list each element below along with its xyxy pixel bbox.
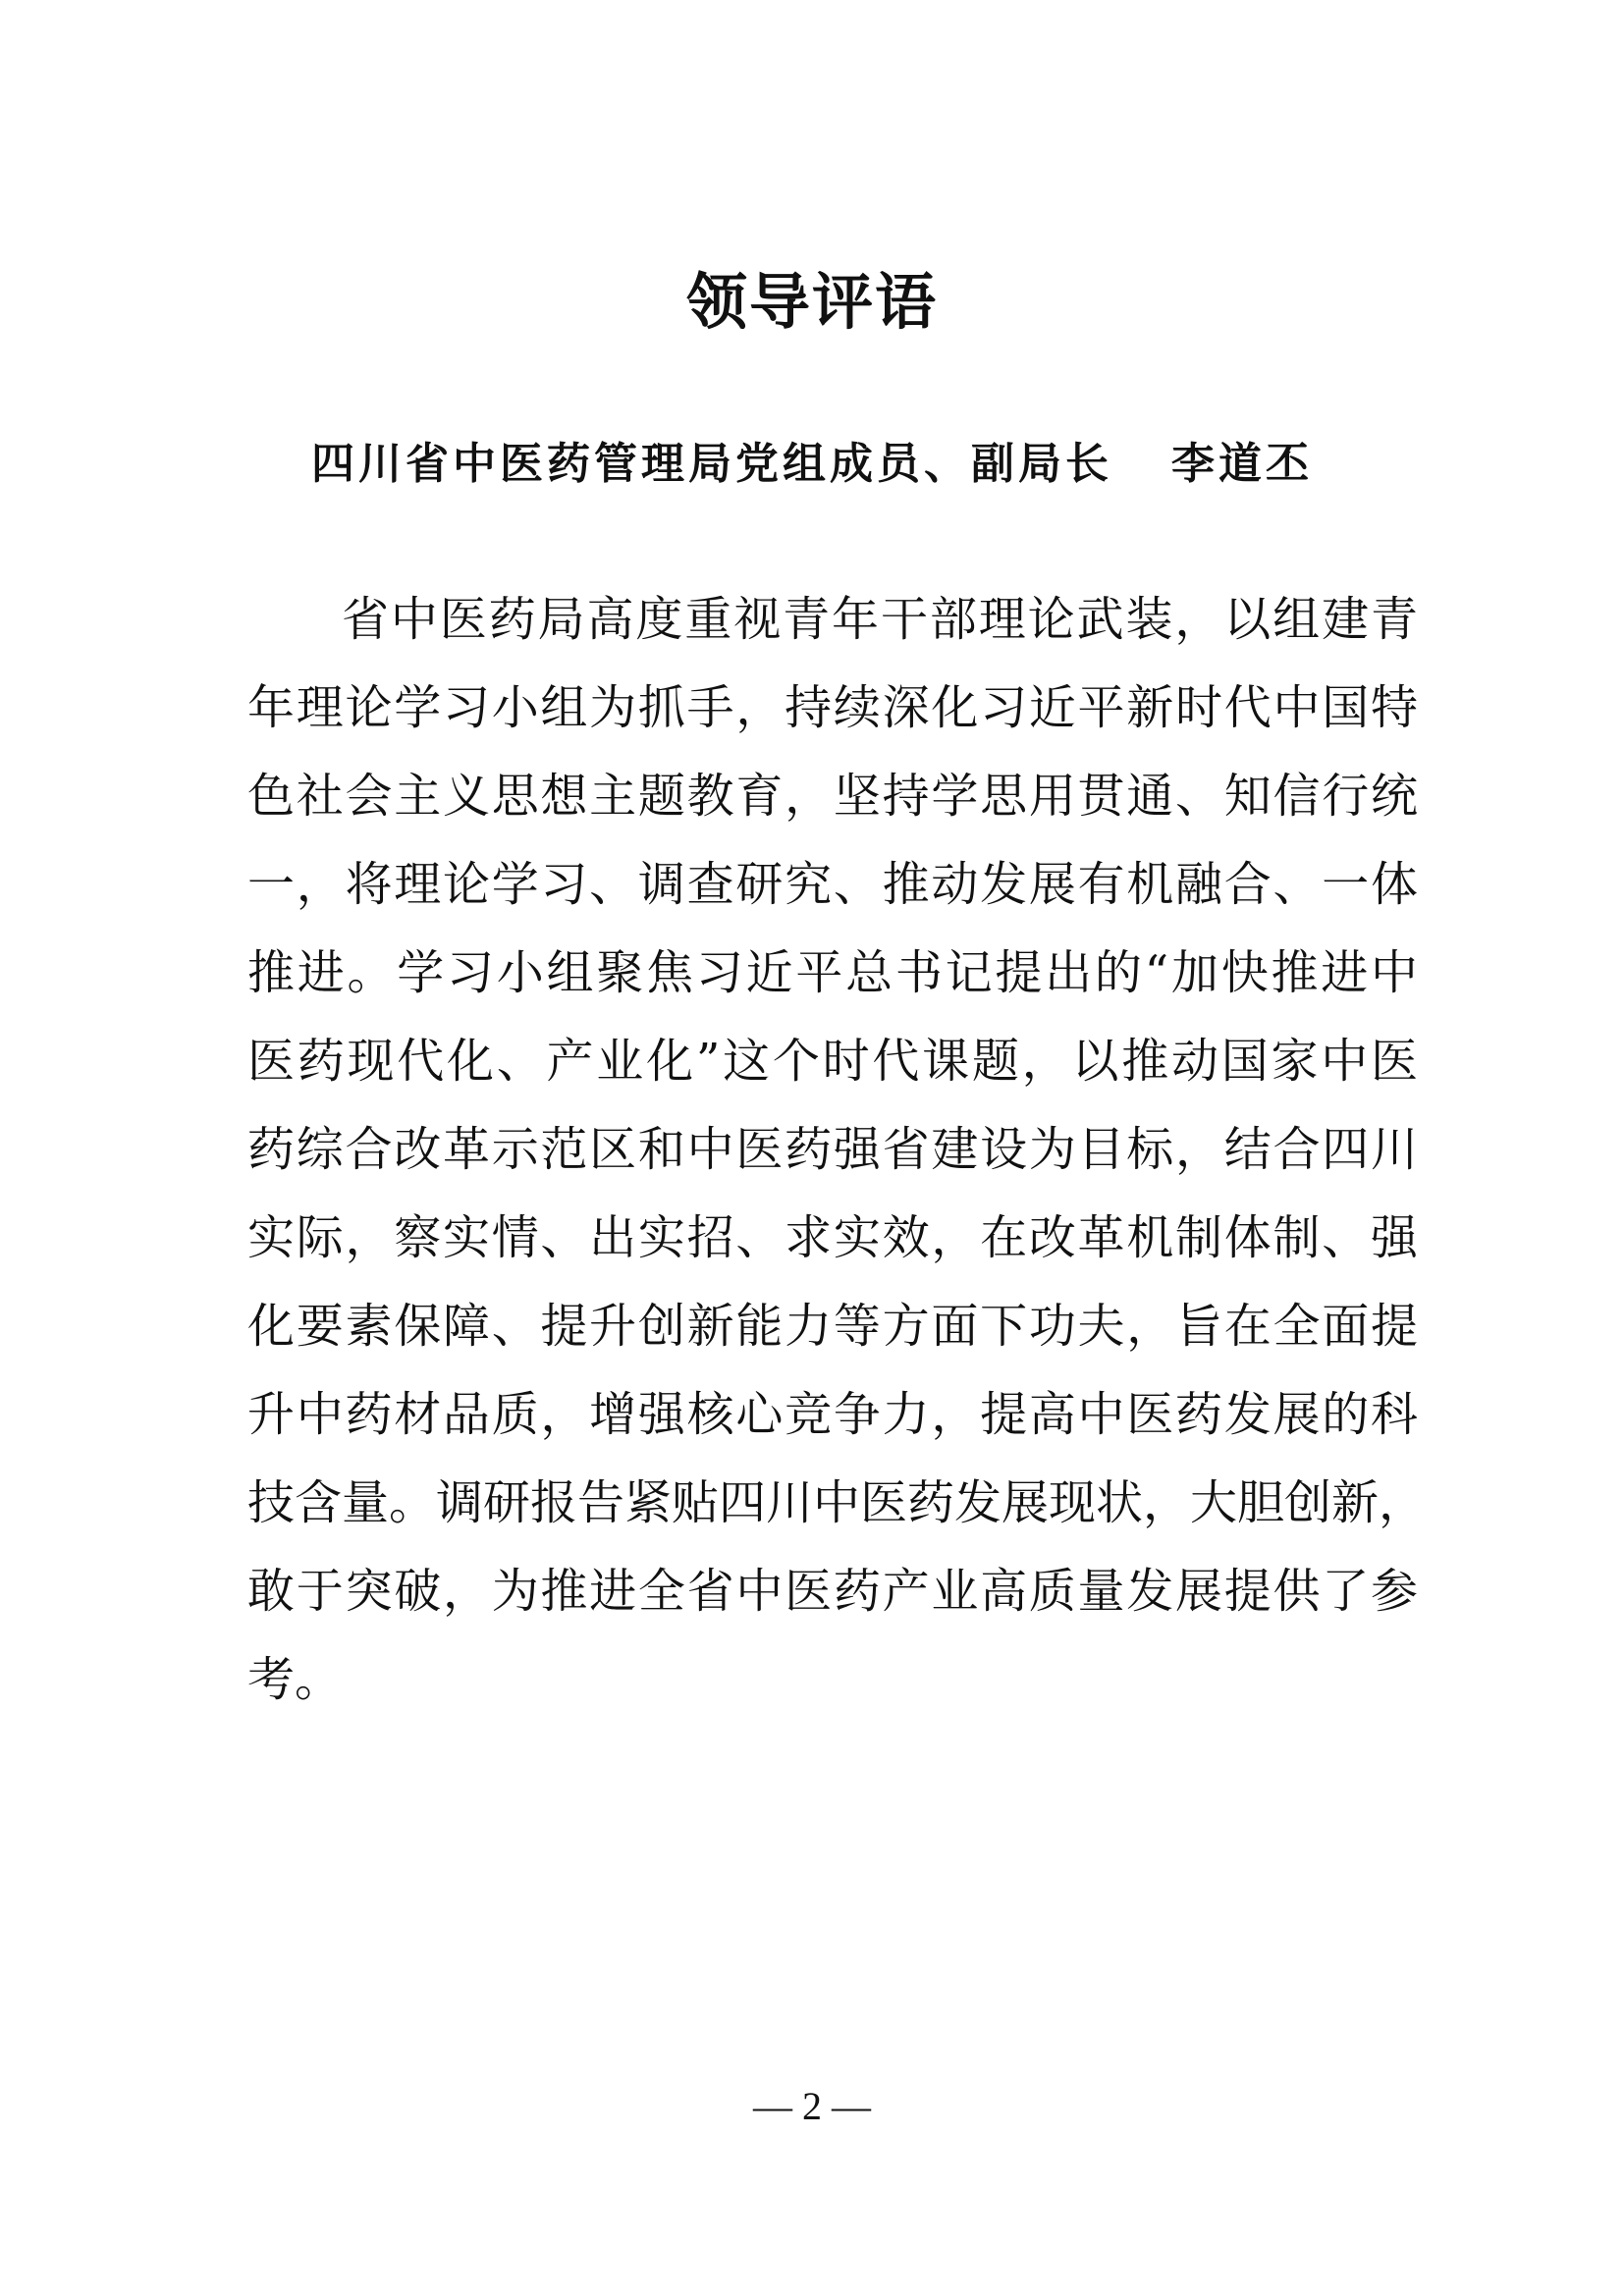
author-position: 四川省中医药管理局党组成员、副局长 xyxy=(311,439,1112,489)
paragraph-line: 年理论学习小组为抓手，持续深化习近平新时代中国特 xyxy=(247,680,1418,735)
page-number: — 2 — xyxy=(753,2084,871,2128)
paragraph-line: 省中医药局高度重视青年干部理论武装，以组建青 xyxy=(342,592,1418,647)
paragraph-line: 推进。学习小组聚焦习近平总书记提出的“加快推进中 xyxy=(247,945,1418,1000)
paragraph-line: 升中药材品质，增强核心竞争力，提高中医药发展的科 xyxy=(247,1387,1418,1442)
author-byline xyxy=(0,430,1624,499)
paragraph-line: 药综合改革示范区和中医药强省建设为目标，结合四川 xyxy=(247,1122,1418,1177)
paragraph-line: 一，将理论学习、调查研究、推动发展有机融合、一体 xyxy=(247,857,1418,912)
paragraph-line: 医药现代化、产业化”这个时代课题，以推动国家中医 xyxy=(247,1034,1418,1089)
paragraph-line: 化要素保障、提升创新能力等方面下功夫，旨在全面提 xyxy=(247,1299,1418,1354)
page-title: 领导评语 xyxy=(685,266,938,338)
paragraph-line: 技含量。调研报告紧贴四川中医药发展现状，大胆创新， xyxy=(247,1475,1427,1530)
paragraph-line: 色社会主义思想主题教育，坚持学思用贯通、知信行统 xyxy=(247,769,1418,824)
paragraph-line: 敢于突破，为推进全省中医药产业高质量发展提供了参 xyxy=(247,1564,1418,1619)
paragraph-line: 实际，察实情、出实招、求实效，在改革机制体制、强 xyxy=(247,1210,1418,1265)
paragraph-line: 考。 xyxy=(247,1652,343,1707)
comment-paragraph xyxy=(247,575,1427,1724)
author-name: 李道丕 xyxy=(1171,439,1313,489)
